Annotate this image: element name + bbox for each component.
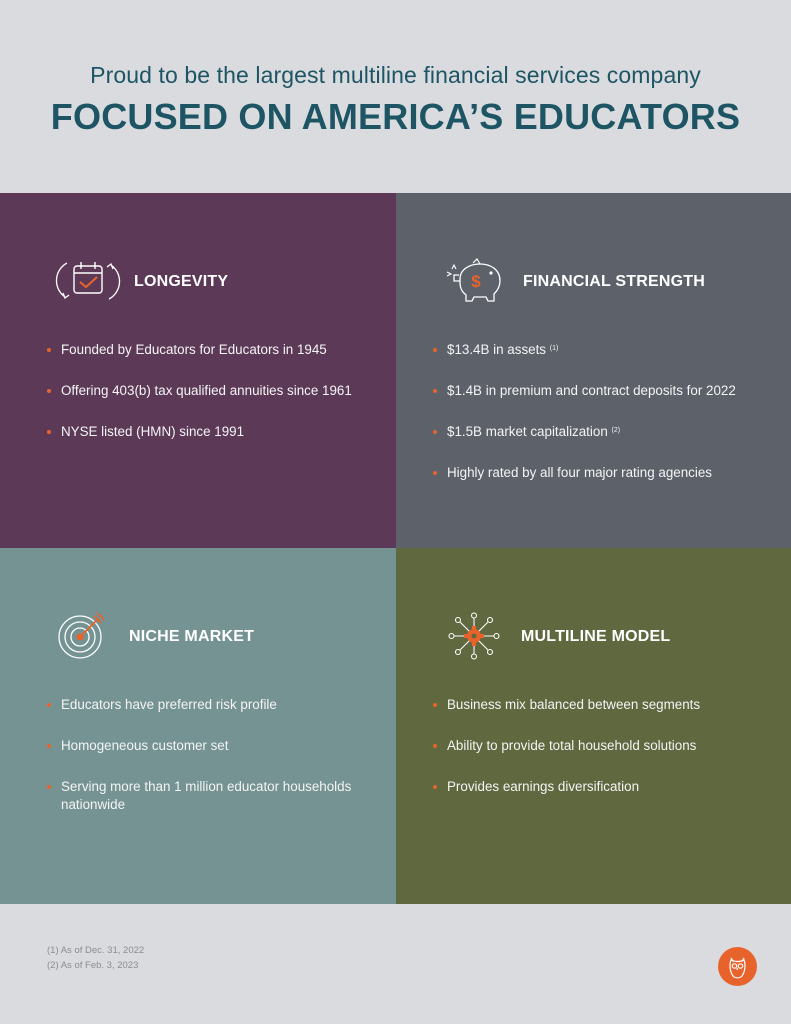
list-item bbox=[433, 696, 781, 714]
list-item bbox=[433, 778, 781, 796]
bullet-dot bbox=[433, 471, 437, 475]
list-item-text: NYSE listed (HMN) since 1991 bbox=[61, 424, 245, 439]
list-item bbox=[433, 341, 781, 359]
niche-market-heading: NICHE MARKET bbox=[129, 628, 255, 645]
financial-strength-panel bbox=[396, 193, 791, 548]
list-item-text: Offering 403(b) tax qualified annuities since 1961 bbox=[61, 383, 352, 398]
multiline-model-list bbox=[433, 696, 781, 819]
list-item-text: Homogeneous customer set bbox=[61, 738, 229, 753]
bullet-dot bbox=[47, 348, 51, 352]
list-item bbox=[47, 423, 376, 441]
page-subtitle: Proud to be the largest multiline financial services company bbox=[90, 62, 701, 88]
longevity-panel bbox=[0, 193, 396, 548]
bullet-dot bbox=[433, 785, 437, 789]
list-item-text: Ability to provide total household solutions bbox=[447, 738, 697, 753]
bullet-dot bbox=[47, 389, 51, 393]
footnote-2: (2) As of Feb. 3, 2023 bbox=[47, 960, 139, 971]
list-item-text: Provides earnings diversification bbox=[447, 779, 640, 794]
niche-market-panel bbox=[0, 548, 396, 904]
list-item-text: Founded by Educators for Educators in 1945 bbox=[61, 342, 327, 357]
piggy-bank-icon bbox=[444, 255, 510, 307]
bullet-dot bbox=[47, 430, 51, 434]
svg-text:$: $ bbox=[471, 272, 481, 291]
list-item bbox=[47, 778, 376, 814]
owl-logo-icon bbox=[718, 947, 757, 986]
footnote-1: (1) As of Dec. 31, 2022 bbox=[47, 945, 145, 956]
financial-strength-heading: FINANCIAL STRENGTH bbox=[523, 273, 705, 290]
calendar-check-icon bbox=[55, 255, 121, 307]
multiline-model-panel bbox=[396, 548, 791, 904]
list-item-text: Serving more than 1 million educator households nationwide bbox=[61, 779, 352, 812]
list-item-text: Business mix balanced between segments bbox=[447, 697, 701, 712]
footnote-ref: (2) bbox=[611, 427, 621, 434]
bullet-dot bbox=[47, 785, 51, 789]
niche-market-list bbox=[47, 696, 376, 837]
list-item-text: $1.5B market capitalization bbox=[447, 424, 608, 439]
list-item bbox=[47, 382, 376, 400]
gear-network-icon bbox=[442, 610, 508, 662]
list-item bbox=[433, 464, 781, 482]
bullet-dot bbox=[433, 744, 437, 748]
bullet-dot bbox=[433, 389, 437, 393]
list-item bbox=[433, 382, 781, 400]
info-grid bbox=[0, 193, 791, 904]
bullet-dot bbox=[433, 348, 437, 352]
list-item bbox=[47, 696, 376, 714]
target-arrow-icon bbox=[52, 610, 118, 662]
bullet-dot bbox=[47, 703, 51, 707]
longevity-heading: LONGEVITY bbox=[134, 273, 229, 290]
list-item bbox=[47, 737, 376, 755]
list-item-text: Highly rated by all four major rating agencies bbox=[447, 465, 712, 480]
list-item bbox=[47, 341, 376, 359]
multiline-model-heading: MULTILINE MODEL bbox=[521, 628, 671, 645]
list-item-text: $13.4B in assets bbox=[447, 342, 547, 357]
footnote-ref: (1) bbox=[549, 345, 559, 352]
financial-strength-list bbox=[433, 341, 781, 505]
list-item-text: $1.4B in premium and contract deposits for 2022 bbox=[447, 383, 736, 398]
longevity-list bbox=[47, 341, 376, 464]
list-item bbox=[433, 423, 781, 441]
bullet-dot bbox=[433, 430, 437, 434]
page-title: FOCUSED ON AMERICA’S EDUCATORS bbox=[50, 96, 741, 137]
bullet-dot bbox=[433, 703, 437, 707]
list-item-text: Educators have preferred risk profile bbox=[61, 697, 277, 712]
bullet-dot bbox=[47, 744, 51, 748]
footnotes bbox=[47, 943, 144, 973]
page-header bbox=[0, 0, 791, 193]
list-item bbox=[433, 737, 781, 755]
